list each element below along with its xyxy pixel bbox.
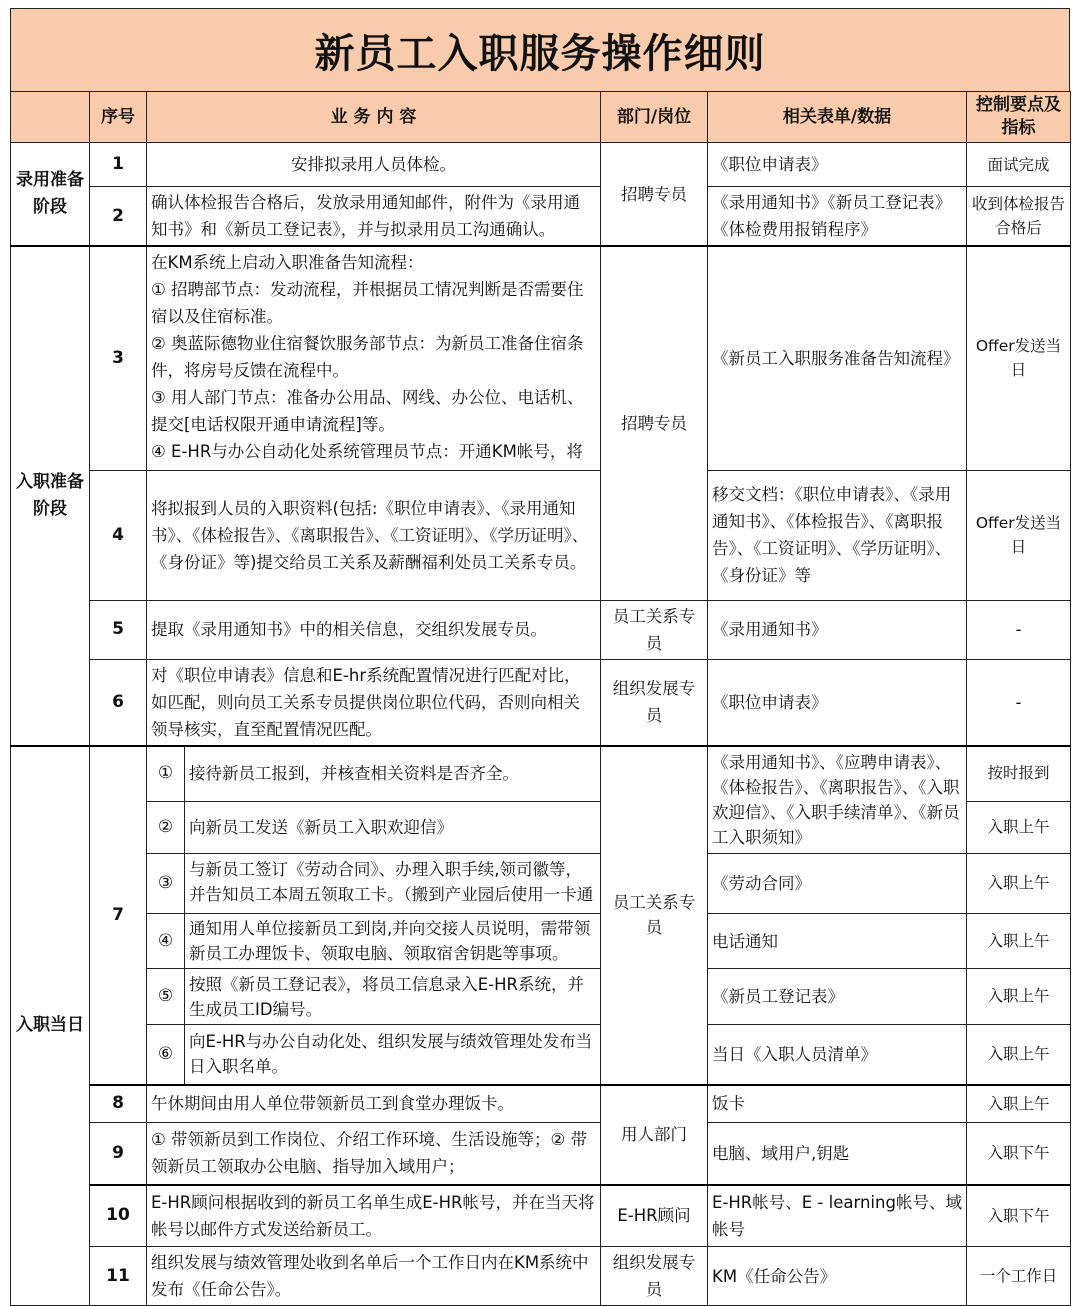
- content-cell: 通知用人单位接新员工到岗,并向交接人员说明，需带领新员工办理饭卡、领取电脑、领取宿舍钥匙等事项。: [185, 914, 601, 969]
- table-row: [11, 246, 1071, 470]
- table-row: [11, 854, 1071, 914]
- control-cell: -: [967, 600, 1071, 659]
- sub-mark: ⑥: [147, 1025, 185, 1085]
- control-cell: 入职上午: [967, 1025, 1071, 1085]
- sub-mark: ④: [147, 914, 185, 969]
- seq-cell: 7: [90, 746, 147, 1085]
- stage-cell: 入职当日: [11, 746, 90, 1306]
- stage-cell: 录用准备阶段: [11, 143, 90, 247]
- content-cell: 向E-HR与办公自动化处、组织发展与绩效管理处发布当日入职名单。: [185, 1025, 601, 1085]
- seq-cell: 8: [90, 1085, 147, 1123]
- table-row: [11, 746, 1071, 802]
- table-row: [11, 1123, 1071, 1185]
- forms-cell: 《职位申请表》: [708, 143, 967, 187]
- header-content: 业 务 内 容: [147, 92, 601, 143]
- forms-cell: 《录用通知书》《新员工登记表》《体检费用报销程序》: [708, 187, 967, 247]
- seq-cell: 5: [90, 600, 147, 659]
- forms-cell: E-HR帐号、E - learning帐号、域帐号: [708, 1185, 967, 1247]
- forms-cell: 《录用通知书》: [708, 600, 967, 659]
- content-cell: 接待新员工报到，并核查相关资料是否齐全。: [185, 746, 601, 802]
- page-title: 新员工入职服务操作细则: [10, 8, 1070, 91]
- forms-cell: 《新员工入职服务准备告知流程》: [708, 246, 967, 470]
- control-cell: 一个工作日: [967, 1247, 1071, 1306]
- content-cell: 按照《新员工登记表》，将员工信息录入E-HR系统，并生成员工ID编号。: [185, 969, 601, 1025]
- seq-cell: 11: [90, 1247, 147, 1306]
- dept-cell: 用人部门: [601, 1085, 708, 1185]
- forms-cell: 《职位申请表》: [708, 659, 967, 746]
- dept-cell: 员工关系专员: [601, 600, 708, 659]
- content-cell: 安排拟录用人员体检。: [147, 143, 601, 187]
- dept-cell: 招聘专员: [601, 143, 708, 247]
- seq-cell: 4: [90, 470, 147, 600]
- seq-cell: 2: [90, 187, 147, 247]
- table-row: [11, 1247, 1071, 1306]
- content-text: 与新员工签订《劳动合同》、办理入职手续,领司徽等，并告知员工本周五领取工卡。（搬到产业园后使用一卡通: [189, 859, 594, 904]
- seq-cell: 3: [90, 246, 147, 470]
- forms-cell: KM《任命公告》: [708, 1247, 967, 1306]
- content-cell: [185, 854, 601, 914]
- sub-mark: ③: [147, 854, 185, 914]
- table-row: [11, 659, 1071, 746]
- forms-cell: 电脑、域用户,钥匙: [708, 1123, 967, 1185]
- header-dept: 部门/岗位: [601, 92, 708, 143]
- control-cell: 入职下午: [967, 1123, 1071, 1185]
- table-row: [11, 470, 1071, 600]
- table-row: [11, 187, 1071, 247]
- forms-cell: 电话通知: [708, 914, 967, 969]
- control-cell: -: [967, 659, 1071, 746]
- control-cell: 入职上午: [967, 802, 1071, 854]
- content-cell: ① 带领新员到工作岗位、介绍工作环境、生活设施等；② 带领新员工领取办公电脑、指导加入域用户；: [147, 1123, 601, 1185]
- control-cell: Offer发送当日: [967, 246, 1071, 470]
- content-cell: 将拟报到人员的入职资料(包括:《职位申请表》、《录用通知书》、《体检报告》、《离职报告》、《工资证明》、《学历证明》、《身份证》等)提交给员工关系及薪酬福利处员工关系专员。: [147, 470, 601, 600]
- control-cell: Offer发送当日: [967, 470, 1071, 600]
- control-cell: 收到体检报告合格后: [967, 187, 1071, 247]
- header-seq: 序号: [90, 92, 147, 143]
- forms-cell: 《录用通知书》、《应聘申请表》、《体检报告》、《离职报告》、《入职欢迎信》、《入职手续清单》、《新员工入职须知》: [708, 746, 967, 854]
- control-cell: 入职上午: [967, 854, 1071, 914]
- content-cell: 提取《录用通知书》中的相关信息，交组织发展专员。: [147, 600, 601, 659]
- stage-cell: 入职准备阶段: [11, 246, 90, 746]
- sub-mark: ①: [147, 746, 185, 802]
- content-line: ③ 用人部门节点：准备办公用品、网线、办公位、电话机、提交[电话权限开通申请流程]等。: [151, 388, 584, 434]
- content-cell: 确认体检报告合格后，发放录用通知邮件，附件为《录用通知书》和《新员工登记表》，并与拟录用员工沟通确认。: [147, 187, 601, 247]
- content-cell: E-HR顾问根据收到的新员工名单生成E-HR帐号，并在当天将帐号以邮件方式发送给新员工。: [147, 1185, 601, 1247]
- dept-cell: 组织发展专员: [601, 659, 708, 746]
- content-line: ④ E-HR与办公自动化处系统管理员节点：开通KM帐号，将: [151, 442, 583, 461]
- content-line: 在KM系统上启动入职准备告知流程：: [151, 253, 424, 272]
- content-line: ② 奥蓝际德物业住宿餐饮服务部节点：为新员工准备住宿条件，将房号反馈在流程中。: [151, 334, 584, 380]
- control-cell: 入职下午: [967, 1185, 1071, 1247]
- dept-cell: 组织发展专员: [601, 1247, 708, 1306]
- control-cell: 入职上午: [967, 1085, 1071, 1123]
- seq-cell: 6: [90, 659, 147, 746]
- forms-cell: 移交文档：《职位申请表》、《录用通知书》、《体检报告》、《离职报告》、《工资证明》、《学历证明》、《身份证》等: [708, 470, 967, 600]
- seq-cell: 10: [90, 1185, 147, 1247]
- table-row: [11, 143, 1071, 187]
- dept-cell: 招聘专员: [601, 246, 708, 600]
- header-stage: [11, 92, 90, 143]
- dept-cell: 员工关系专员: [601, 746, 708, 1085]
- table-row: [11, 914, 1071, 969]
- header-row: [11, 92, 1071, 143]
- sub-mark: ⑤: [147, 969, 185, 1025]
- seq-cell: 1: [90, 143, 147, 187]
- content-cell: [147, 246, 601, 470]
- table-row: [11, 1085, 1071, 1123]
- document: [10, 8, 1070, 1306]
- forms-cell: 当日《入职人员清单》: [708, 1025, 967, 1085]
- table-row: [11, 969, 1071, 1025]
- forms-cell: 饭卡: [708, 1085, 967, 1123]
- content-cell: 午休期间由用人单位带领新员工到食堂办理饭卡。: [147, 1085, 601, 1123]
- control-cell: 面试完成: [967, 143, 1071, 187]
- dept-cell: E-HR顾问: [601, 1185, 708, 1247]
- content-cell: 组织发展与绩效管理处收到名单后一个工作日内在KM系统中发布《任命公告》。: [147, 1247, 601, 1306]
- table-row: [11, 1185, 1071, 1247]
- sub-mark: ②: [147, 802, 185, 854]
- control-cell: 入职上午: [967, 969, 1071, 1025]
- header-control: 控制要点及指标: [967, 92, 1071, 143]
- content-cell: 向新员工发送《新员工入职欢迎信》: [185, 802, 601, 854]
- control-cell: 入职上午: [967, 914, 1071, 969]
- header-forms: 相关表单/数据: [708, 92, 967, 143]
- procedure-table: [10, 91, 1071, 1306]
- table-row: [11, 600, 1071, 659]
- control-cell: 按时报到: [967, 746, 1071, 802]
- content-line: ① 招聘部节点：发动流程，并根据员工情况判断是否需要住宿以及住宿标准。: [151, 280, 584, 326]
- seq-cell: 9: [90, 1123, 147, 1185]
- content-cell: 对《职位申请表》信息和E-hr系统配置情况进行匹配对比，如匹配，则向员工关系专员提供岗位职位代码，否则向相关领导核实，直至配置情况匹配。: [147, 659, 601, 746]
- table-row: [11, 1025, 1071, 1085]
- forms-cell: 《新员工登记表》: [708, 969, 967, 1025]
- forms-cell: 《劳动合同》: [708, 854, 967, 914]
